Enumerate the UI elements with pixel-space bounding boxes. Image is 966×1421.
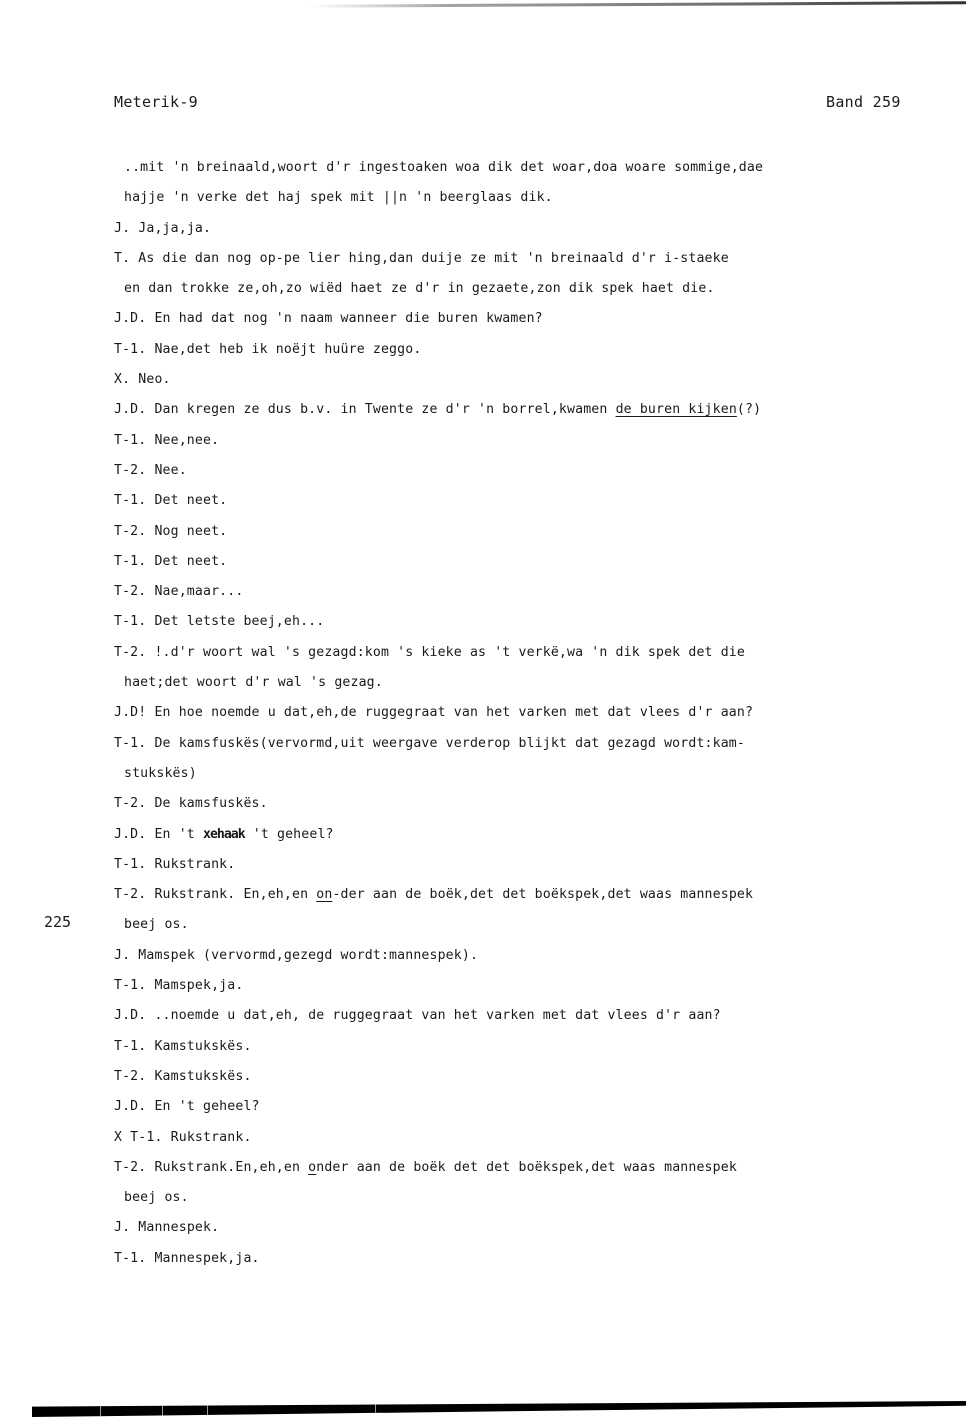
transcript-line — [114, 517, 964, 547]
utterance-text: Mamspek,ja. — [154, 978, 244, 994]
utterance-text: De kamsfuskës(vervormd,uit weergave verderop blijkt dat gezagd wordt:kam- — [154, 735, 745, 751]
underlined-text: de buren kijken — [615, 402, 737, 418]
transcript-line — [114, 880, 964, 910]
transcript-line — [114, 244, 964, 274]
utterance-text: En 't — [154, 826, 203, 842]
utterance-text: ..noemde u dat,eh, de ruggegraat van het varken met dat vlees d'r aan? — [154, 1008, 721, 1024]
speaker-label: T-1. — [114, 341, 147, 357]
transcript-line — [114, 1032, 964, 1062]
speaker-label: J.D. — [114, 402, 147, 418]
speaker-label: T-2. — [114, 462, 147, 478]
speaker-label: T-2. — [114, 644, 147, 660]
utterance-text: stukskës) — [124, 765, 197, 781]
transcript-line — [114, 941, 964, 971]
utterance-text: Mannespek,ja. — [154, 1250, 260, 1266]
transcript-line — [114, 214, 964, 244]
speaker-label: T-2. — [114, 1159, 147, 1175]
scan-bottom-edge-bar — [32, 1401, 966, 1417]
speaker-label: T-1. — [114, 493, 147, 509]
transcript-line — [114, 456, 964, 486]
speaker-label: J.D. — [114, 1099, 147, 1115]
speaker-label: T-2. — [114, 523, 147, 539]
transcript-body — [114, 153, 964, 1274]
utterance-text: beej os. — [124, 1190, 189, 1206]
transcript-line — [114, 304, 964, 334]
speaker-label: T-1. — [114, 432, 147, 448]
utterance-text: Nae,det heb ik noëjt huüre zeggo. — [154, 341, 422, 357]
utterance-text: En hoe noemde u dat,eh,de ruggegraat van het varken met dat vlees d'r aan? — [154, 705, 754, 721]
speaker-label: T-2. — [114, 1068, 147, 1084]
speaker-label: X T-1. — [114, 1129, 163, 1145]
utterance-text: Det letste beej,eh... — [154, 614, 325, 630]
utterance-text: Ja,ja,ja. — [138, 220, 212, 236]
utterance-text: hajje 'n verke det haj spek mit ||n 'n beerglaas dik. — [124, 190, 553, 206]
speaker-label: J.D. — [114, 1008, 147, 1024]
utterance-text: Kamstukskës. — [154, 1068, 252, 1084]
transcript-line — [114, 638, 964, 668]
margin-counter-note: 225 — [44, 913, 72, 931]
speaker-label: J.D! — [114, 705, 147, 721]
transcript-line — [114, 547, 964, 577]
speaker-label: T-1. — [114, 553, 147, 569]
transcript-line — [114, 820, 964, 850]
speaker-label: X. — [114, 372, 131, 388]
utterance-text: En 't geheel? — [154, 1099, 260, 1115]
underlined-text: o — [308, 1159, 317, 1175]
transcript-line — [114, 789, 964, 819]
utterance-text: Rukstrank. — [170, 1129, 252, 1145]
utterance-text: Mannespek. — [138, 1220, 220, 1236]
transcript-line — [114, 1062, 964, 1092]
transcript-line — [114, 607, 964, 637]
transcript-line — [114, 850, 964, 880]
utterance-text: Nee,nee. — [154, 432, 220, 448]
speaker-label: J. — [114, 947, 131, 963]
transcript-line — [114, 183, 964, 213]
transcript-line — [114, 1153, 964, 1183]
utterance-text: Det neet. — [154, 493, 228, 509]
speaker-label: J. — [114, 1220, 131, 1236]
transcript-line — [114, 335, 964, 365]
transcript-line — [114, 395, 964, 425]
transcript-line — [114, 729, 964, 759]
utterance-text: Nee. — [154, 462, 187, 478]
utterance-text-continued: nder aan de boëk det det boëkspek,det waas mannespek — [316, 1159, 737, 1175]
utterance-text: De kamsfuskës. — [154, 796, 268, 812]
utterance-text: Nae,maar... — [154, 584, 244, 600]
utterance-text: ..mit 'n breinaald,woort d'r ingestoaken woa dik det woar,doa woare sommige,dae — [124, 160, 764, 175]
transcript-line — [114, 910, 964, 940]
utterance-text: Dan kregen ze dus b.v. in Twente ze d'r 'n borrel,kwamen — [154, 402, 616, 418]
utterance-text-continued: (?) — [736, 402, 762, 418]
utterance-text-continued: 't geheel? — [244, 826, 334, 842]
utterance-text: Rukstrank. — [154, 856, 236, 872]
speaker-label: T-2. — [114, 584, 147, 600]
utterance-text: !.d'r woort wal 's gezagd:kom 's kieke as 't verkë,wa 'n dik spek det die — [154, 644, 745, 660]
speaker-label: T. — [114, 250, 131, 266]
utterance-text: En had dat nog 'n naam wanneer die buren kwamen? — [154, 311, 543, 327]
utterance-text: Kamstukskës. — [154, 1038, 252, 1054]
utterance-text: beej os. — [124, 917, 189, 933]
utterance-text: Rukstrank. En,eh,en — [154, 887, 317, 903]
transcript-line — [114, 1244, 964, 1274]
utterance-text: Nog neet. — [154, 523, 228, 539]
transcript-line — [114, 668, 964, 698]
header-tape-number: Band 259 — [826, 93, 901, 111]
transcript-line — [114, 971, 964, 1001]
transcript-line — [114, 1213, 964, 1243]
speaker-label: J. — [114, 220, 131, 236]
speaker-label: J.D. — [114, 826, 147, 842]
underlined-text: on — [316, 887, 333, 903]
transcript-line — [114, 1092, 964, 1122]
utterance-text: Det neet. — [154, 553, 228, 569]
utterance-text: Rukstrank.En,eh,en — [154, 1159, 309, 1175]
speaker-label: J.D. — [114, 311, 147, 327]
speaker-label: T-1. — [114, 856, 147, 872]
header-location: Meterik-9 — [114, 93, 198, 111]
transcript-line — [114, 153, 964, 183]
utterance-text-continued: -der aan de boëk,det det boëkspek,det waas mannespek — [332, 887, 754, 903]
speaker-label: T-1. — [114, 978, 147, 994]
speaker-label: T-1. — [114, 735, 147, 751]
speaker-label: T-1. — [114, 614, 147, 630]
speaker-label: T-1. — [114, 1038, 147, 1054]
transcript-line — [114, 577, 964, 607]
utterance-text: Mamspek (vervormd,gezegd wordt:mannespek). — [138, 947, 479, 963]
transcript-line — [114, 365, 964, 395]
utterance-text: As die dan nog op-pe lier hing,dan duije ze mit 'n breinaald d'r i-staeke — [138, 250, 729, 266]
utterance-text: haet;det woort d'r wal 's gezag. — [124, 675, 383, 691]
transcript-line — [114, 698, 964, 728]
transcript-line — [114, 1183, 964, 1213]
speaker-label: T-2. — [114, 887, 147, 903]
utterance-text: en dan trokke ze,oh,zo wiëd haet ze d'r in gezaete,zon dik spek haet die. — [124, 281, 715, 297]
transcript-line — [114, 486, 964, 516]
utterance-text: Neo. — [138, 372, 171, 388]
transcript-line — [114, 274, 964, 304]
overtyped-correction: xehaak — [203, 826, 245, 842]
speaker-label: T-1. — [114, 1250, 147, 1266]
transcript-line — [114, 1123, 964, 1153]
transcript-line — [114, 1001, 964, 1031]
scan-top-edge-shadow — [310, 1, 966, 7]
transcript-line — [114, 426, 964, 456]
speaker-label: T-2. — [114, 796, 147, 812]
transcript-line — [114, 759, 964, 789]
